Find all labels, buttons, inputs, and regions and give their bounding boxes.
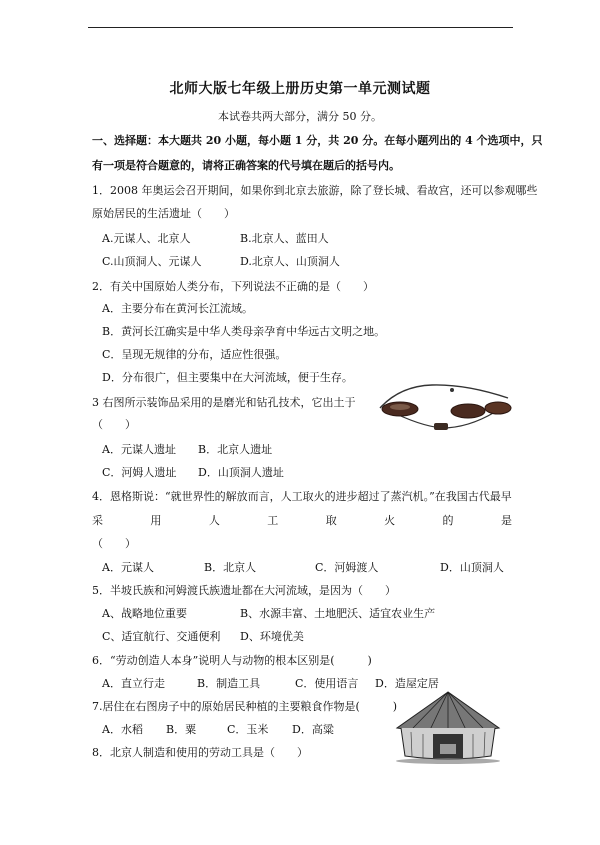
shell-left-highlight-icon bbox=[390, 404, 410, 410]
question-1-option-a: A.元谋人、北京人 bbox=[102, 232, 191, 245]
ornament-illustration bbox=[370, 382, 515, 440]
question-6-option-c: C．使用语言 bbox=[295, 677, 359, 690]
question-1-line-2: 原始居民的生活遗址（ ） bbox=[92, 207, 235, 220]
question-1-line-1: 1．2008 年奥运会召开期间，如果你到北京去旅游，除了登长城、看故宫，还可以参观哪些 bbox=[92, 184, 538, 197]
shell-right-icon bbox=[485, 402, 511, 414]
question-4-line-3: （ ） bbox=[92, 537, 136, 550]
question-3-option-c: C．河姆人遗址 bbox=[102, 466, 177, 479]
spread-char: 人 bbox=[208, 514, 220, 527]
pendant-bead-icon bbox=[450, 388, 454, 392]
spread-char: 取 bbox=[325, 514, 337, 527]
hut-interior-icon bbox=[440, 744, 456, 754]
bead-icon bbox=[434, 423, 448, 430]
page-title: 北师大版七年级上册历史第一单元测试题 bbox=[169, 81, 431, 97]
question-1-option-d: D.北京人、山顶洞人 bbox=[240, 255, 340, 268]
section-heading-line-2: 有一项是符合题意的，请将正确答案的代号填在题后的括号内。 bbox=[92, 159, 400, 172]
spread-char: 采 bbox=[92, 514, 103, 527]
page-subtitle: 本试卷共两大部分，满分 50 分。 bbox=[218, 110, 382, 123]
question-7-option-a: A．水稻 bbox=[102, 723, 143, 736]
question-6-line-1: 6．“劳动创造人本身”说明人与动物的根本区别是( ) bbox=[92, 654, 372, 667]
question-3-line-2: （ ） bbox=[92, 418, 136, 431]
question-5-option-c: C、适宜航行、交通便利 bbox=[102, 630, 221, 643]
question-2-option-d: D．分布很广，但主要集中在大河流域，便于生存。 bbox=[102, 371, 353, 384]
question-5-option-b: B、水源丰富、土地肥沃、适宜农业生产 bbox=[240, 607, 436, 620]
question-1-option-b: B.北京人、蓝田人 bbox=[240, 232, 329, 245]
question-4-option-c: C．河姆渡人 bbox=[315, 561, 379, 574]
question-5-option-a: A、战略地位重要 bbox=[102, 607, 187, 620]
spread-char: 是 bbox=[500, 514, 512, 527]
ground-shadow-icon bbox=[396, 758, 500, 764]
question-7-option-d: D．高粱 bbox=[292, 723, 334, 736]
question-4-spread-line bbox=[92, 512, 512, 528]
question-2-option-c: C．呈现无规律的分布，适应性很强。 bbox=[102, 348, 287, 361]
question-2-option-b: B．黄河长江确实是中华人类母亲孕育中华远古文明之地。 bbox=[102, 325, 386, 338]
question-2-line-1: 2．有关中国原始人类分布，下列说法不正确的是（ ） bbox=[92, 280, 374, 293]
spread-char: 用 bbox=[150, 514, 162, 527]
spread-char: 火 bbox=[384, 514, 396, 527]
hut-illustration bbox=[393, 690, 503, 765]
top-rule bbox=[88, 27, 513, 28]
question-7-option-b: B．粟 bbox=[166, 723, 197, 736]
question-3-option-a: A．元谋人遗址 bbox=[102, 443, 176, 456]
question-7-option-c: C．玉米 bbox=[227, 723, 269, 736]
spread-char: 的 bbox=[442, 514, 454, 527]
spread-char: 工 bbox=[267, 514, 279, 527]
question-4-option-a: A．元谋人 bbox=[102, 561, 154, 574]
question-1-option-c: C.山顶洞人、元谋人 bbox=[102, 255, 202, 268]
question-3-option-b: B．北京人遗址 bbox=[198, 443, 273, 456]
shell-middle-icon bbox=[451, 404, 485, 418]
question-4-line-1: 4．恩格斯说：“就世界性的解放而言，人工取火的进步超过了蒸汽机。”在我国古代最早 bbox=[92, 490, 512, 503]
question-2-option-a: A．主要分布在黄河长江流域。 bbox=[102, 302, 253, 315]
question-3-line-1: 3 右图所示装饰品采用的是磨光和钻孔技术，它出土于 bbox=[92, 396, 356, 409]
question-6-option-b: B．制造工具 bbox=[197, 677, 261, 690]
question-4-option-b: B．北京人 bbox=[204, 561, 257, 574]
question-5-option-d: D、环境优美 bbox=[240, 630, 304, 643]
question-5-line-1: 5．半坡氏族和河姆渡氏族遗址都在大河流域，是因为（ ） bbox=[92, 584, 396, 597]
question-3-option-d: D．山顶洞人遗址 bbox=[198, 466, 284, 479]
section-heading-line-1: 一、选择题：本大题共 20 小题，每小题 1 分，共 20 分。在每小题列出的 4 个选项中，只 bbox=[92, 134, 543, 147]
question-6-option-d: D．造屋定居 bbox=[375, 677, 439, 690]
question-7-line-1: 7.居住在右图房子中的原始居民种植的主要粮食作物是( ) bbox=[92, 700, 398, 713]
question-8-line-1: 8．北京人制造和使用的劳动工具是（ ） bbox=[92, 746, 308, 759]
question-6-option-a: A．直立行走 bbox=[102, 677, 165, 690]
question-4-option-d: D．山顶洞人 bbox=[440, 561, 504, 574]
